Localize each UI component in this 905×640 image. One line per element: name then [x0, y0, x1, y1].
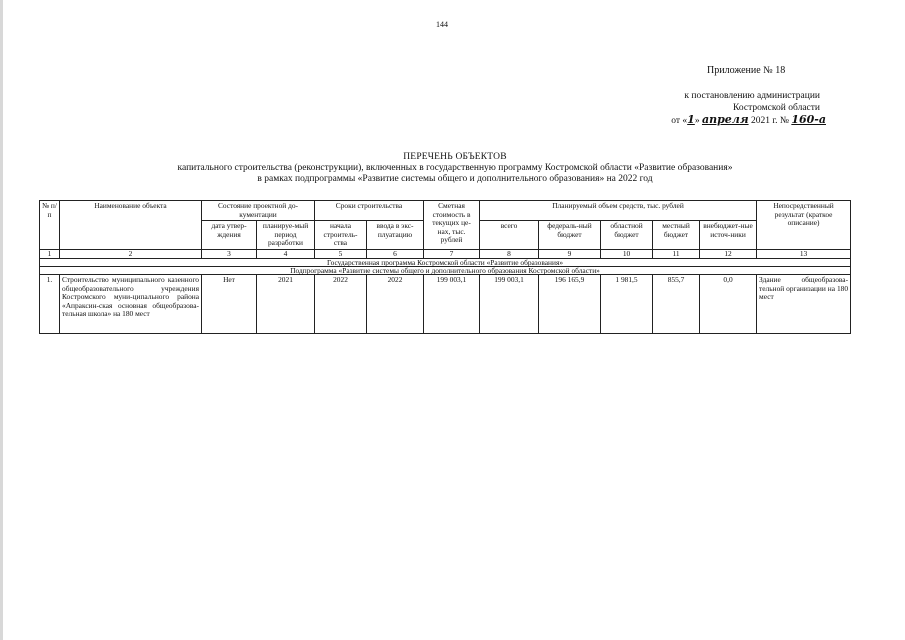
- subprogram-row: [40, 266, 851, 274]
- column-number: 10: [601, 249, 653, 258]
- column-number: 9: [539, 249, 601, 258]
- row-approval-date: Нет: [202, 274, 257, 333]
- header-planned-funds: Планируемый объем средств, тыс. рублей: [480, 201, 757, 221]
- header-extrabudget: внебюджет-ные источ-ники: [700, 221, 757, 250]
- page-number: 144: [436, 20, 448, 29]
- header-construction-period: Сроки строительства: [315, 201, 424, 221]
- title-heading: ПЕРЕЧЕНЬ ОБЪЕКТОВ: [403, 152, 507, 162]
- decree-date-mid: »: [694, 116, 700, 126]
- table-row: [40, 274, 851, 333]
- column-number: 4: [257, 249, 315, 258]
- header-design-state: Состояние проектной до-кументации: [202, 201, 315, 221]
- document-title: [60, 152, 850, 185]
- header-row-1: [40, 201, 851, 221]
- column-number: 8: [480, 249, 539, 258]
- row-object-name: Строительство муниципального казенного общеобразовательного учреждения Костромского муни-ципального района «Апраксин-ская основная общеобразова-тельная школа» на 180 мест: [60, 274, 202, 333]
- column-number: 13: [757, 249, 851, 258]
- objects-table: [39, 200, 851, 334]
- column-number: 3: [202, 249, 257, 258]
- subprogram-title: Подпрограмма «Развитие системы общего и дополнительного образования Костромской области»: [40, 266, 851, 274]
- header-federal: федераль-ный бюджет: [539, 221, 601, 250]
- row-local: 855,7: [653, 274, 700, 333]
- row-federal: 196 165,9: [539, 274, 601, 333]
- column-number: 7: [424, 249, 480, 258]
- header-approval-date: дата утвер-ждения: [202, 221, 257, 250]
- program-title: Государственная программа Костромской области «Развитие образования»: [40, 258, 851, 266]
- decree-reference: [600, 91, 826, 128]
- column-number: 11: [653, 249, 700, 258]
- appendix-label: Приложение № 18: [707, 65, 786, 76]
- header-total: всего: [480, 221, 539, 250]
- row-estimated-cost: 199 003,1: [424, 274, 480, 333]
- row-extrabudget: 0,0: [700, 274, 757, 333]
- header-commissioning: ввода в экс-плуатацию: [367, 221, 424, 250]
- header-start: начала строитель-ства: [315, 221, 367, 250]
- header-name: Наименование объекта: [60, 201, 202, 250]
- row-total: 199 003,1: [480, 274, 539, 333]
- row-result: Здание общеобразова-тельной организации на 180 мест: [757, 274, 851, 333]
- decree-line-1: к постановлению администрации: [684, 91, 820, 101]
- decree-line-2: Костромской области: [733, 102, 820, 113]
- column-number: 5: [315, 249, 367, 258]
- header-num: № п/п: [40, 201, 60, 250]
- column-number: 1: [40, 249, 60, 258]
- handwritten-number: 160-а: [791, 113, 826, 126]
- row-num: 1.: [40, 274, 60, 333]
- decree-year: 2021 г. №: [750, 116, 789, 126]
- row-regional: 1 981,5: [601, 274, 653, 333]
- column-number: 2: [60, 249, 202, 258]
- header-estimated-cost: Сметная стоимость в текущих це-нах, тыс. рублей: [424, 201, 480, 250]
- column-number: 12: [700, 249, 757, 258]
- row-planned-dev: 2021: [257, 274, 315, 333]
- row-commissioning: 2022: [367, 274, 424, 333]
- header-local: местный бюджет: [653, 221, 700, 250]
- row-start: 2022: [315, 274, 367, 333]
- header-planned-dev: планируе-мый период разработки: [257, 221, 315, 250]
- handwritten-month: апреля: [701, 113, 749, 126]
- decree-date-line: [671, 113, 826, 126]
- title-line-3: в рамках подпрограммы «Развитие системы общего и дополнительного образования» на 2022 год: [257, 174, 653, 184]
- header-regional: областной бюджет: [601, 221, 653, 250]
- decree-date-prefix: от «: [671, 116, 688, 126]
- title-line-2: капитального строительства (реконструкции), включенных в государственную программу Костромской области «Развитие образования»: [177, 163, 733, 173]
- header-result: Непосредственный результат (краткое описание): [757, 201, 851, 250]
- column-number: 6: [367, 249, 424, 258]
- handwritten-day: 1: [687, 113, 695, 126]
- scan-edge: [0, 0, 3, 640]
